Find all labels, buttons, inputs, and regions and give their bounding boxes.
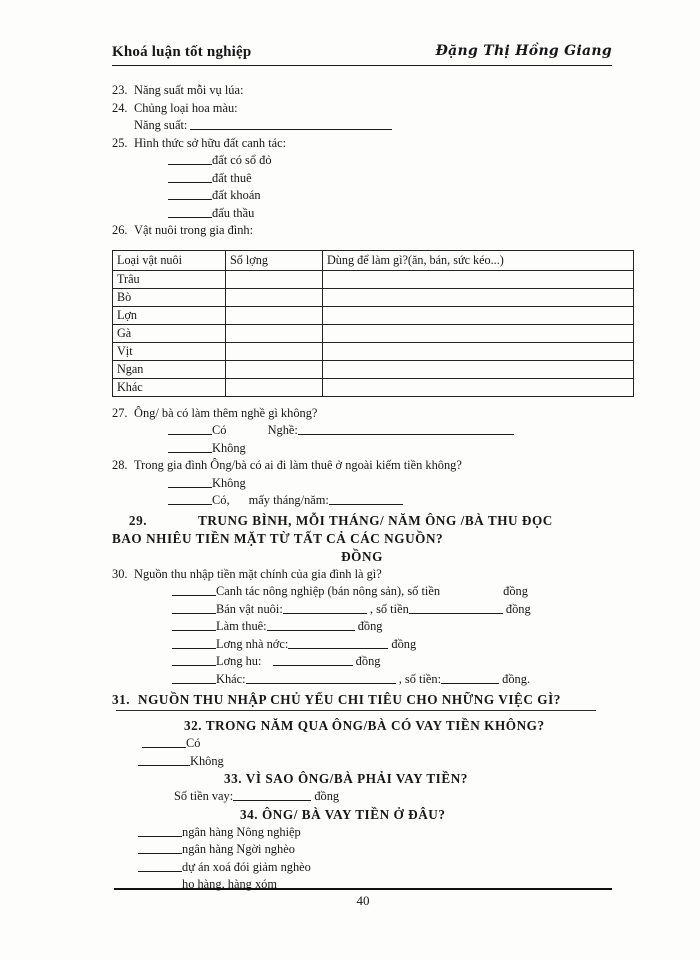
cell-quantity[interactable]	[226, 288, 323, 306]
row-label: Lơng hu:	[216, 654, 262, 668]
question-29-number: 29.	[128, 512, 148, 528]
checkbox-blank[interactable]	[172, 604, 216, 614]
question-25-option-1[interactable]	[112, 152, 612, 170]
row-unit: đồng	[503, 584, 528, 598]
cell-animal: Lợn	[113, 306, 226, 324]
question-24-blank[interactable]	[190, 120, 392, 130]
cell-quantity[interactable]	[226, 342, 323, 360]
option-label: Có,	[212, 493, 230, 507]
question-25-option-3[interactable]	[112, 187, 612, 205]
option-label: ngân hàng Ngời nghèo	[182, 842, 295, 856]
question-27-option-yes[interactable]	[112, 422, 612, 440]
question-34	[112, 806, 612, 824]
table-header-cell-purpose: Dùng để làm gì?(ăn, bán, sức kéo...)	[323, 250, 634, 270]
option-label: đất thuê	[212, 170, 252, 185]
question-25-option-2[interactable]	[112, 170, 612, 188]
question-31-text: NGUỒN THU NHẬP CHỦ YẾU CHI TIÊU CHO NHỮNG VIỆC GÌ?	[138, 692, 561, 707]
row-unit: đồng	[357, 619, 383, 633]
question-28-text: Trong gia đình Ông/bà có ai đi làm thuê ở ngoài kiếm tiền không?	[134, 458, 462, 472]
option-label: Không	[212, 475, 246, 490]
row-label: Bán vật nuôi:	[216, 601, 283, 616]
question-30	[112, 566, 612, 584]
checkbox-blank[interactable]	[138, 844, 182, 854]
row-blank-a[interactable]	[246, 674, 396, 684]
question-33-amount-field	[112, 788, 612, 806]
checkbox-blank[interactable]	[168, 478, 212, 488]
question-24-subfield	[112, 117, 612, 135]
checkbox-blank[interactable]	[138, 827, 182, 837]
option-label: đất khoán	[212, 188, 261, 202]
page-number: 40	[356, 893, 370, 908]
header-author-name: Đặng Thị Hồng Giang	[435, 43, 612, 59]
question-34-option-4[interactable]	[112, 876, 612, 894]
question-32-number: 32.	[184, 718, 203, 733]
question-29-line-2: BAO NHIÊU TIỀN MẶT TỪ TẤT CẢ CÁC NGUỒN?	[112, 530, 444, 546]
cell-animal: Vịt	[113, 342, 226, 360]
question-25	[112, 135, 612, 153]
document-body	[112, 82, 612, 894]
question-26-text: Vật nuôi trong gia đình:	[134, 223, 254, 237]
question-31-number: 31.	[112, 692, 131, 707]
option-label: ngân hàng Nông nghiệp	[182, 824, 301, 839]
question-27-blank[interactable]	[298, 425, 514, 435]
question-27-option-no[interactable]	[112, 440, 612, 458]
question-28-number: 28.	[112, 458, 128, 472]
table-header-row	[113, 250, 634, 270]
question-26	[112, 222, 612, 240]
checkbox-blank[interactable]	[168, 173, 212, 183]
question-23	[112, 82, 612, 100]
question-29-line-3-row	[112, 548, 612, 566]
row-blank-b[interactable]	[441, 674, 499, 684]
question-30-number: 30.	[112, 566, 128, 581]
question-30-row-2[interactable]	[112, 601, 612, 619]
row-label: Canh tác nông nghiệp (bán nông sản), số tiền	[216, 584, 441, 598]
checkbox-blank[interactable]	[142, 738, 186, 748]
checkbox-blank[interactable]	[172, 674, 216, 684]
question-30-row-3[interactable]	[112, 618, 612, 636]
question-25-option-4[interactable]	[112, 205, 612, 223]
question-34-text: ÔNG/ BÀ VAY TIỀN Ở ĐÂU?	[262, 806, 446, 822]
cell-animal: Gà	[113, 324, 226, 342]
checkbox-blank[interactable]	[168, 495, 212, 505]
question-24-number: 24.	[112, 100, 128, 115]
checkbox-blank[interactable]	[172, 656, 216, 666]
option-label: dự án xoá đói giảm nghèo	[182, 859, 311, 874]
cell-animal: Bò	[113, 288, 226, 306]
checkbox-blank[interactable]	[138, 756, 190, 766]
row-unit: đồng	[355, 654, 381, 668]
question-29-unit: ĐỒNG	[341, 548, 383, 564]
question-28-option-no[interactable]	[112, 475, 612, 493]
option-label: đấu thầu	[212, 205, 255, 220]
cell-purpose[interactable]	[323, 342, 634, 360]
question-33-unit: đồng	[314, 789, 340, 803]
table-row	[113, 342, 634, 360]
option-label: Có	[212, 423, 227, 437]
cell-purpose[interactable]	[323, 270, 634, 288]
cell-purpose[interactable]	[323, 288, 634, 306]
question-30-row-6[interactable]	[112, 671, 612, 689]
question-34-option-1[interactable]	[112, 824, 612, 842]
question-23-text: Năng suất mỗi vụ lúa:	[134, 83, 244, 97]
question-31	[112, 691, 612, 709]
table-header-cell-type: Loại vật nuôi	[113, 250, 226, 270]
question-24	[112, 100, 612, 118]
checkbox-blank[interactable]	[168, 208, 212, 218]
question-34-option-2[interactable]	[112, 841, 612, 859]
question-34-option-3[interactable]	[112, 859, 612, 877]
cell-purpose[interactable]	[323, 306, 634, 324]
table-row	[113, 306, 634, 324]
question-33-blank[interactable]	[233, 791, 311, 801]
cell-quantity[interactable]	[226, 270, 323, 288]
option-label: Không	[190, 753, 224, 768]
checkbox-blank[interactable]	[168, 155, 212, 165]
question-30-row-1[interactable]	[112, 583, 612, 601]
cell-quantity[interactable]	[226, 324, 323, 342]
table-header-cell-quantity: Số lợng	[226, 250, 323, 270]
checkbox-blank[interactable]	[168, 443, 212, 453]
question-31-answer-rule[interactable]	[116, 710, 596, 711]
table-row	[113, 324, 634, 342]
row-mid: , số tiền:	[398, 671, 442, 686]
checkbox-blank[interactable]	[172, 639, 216, 649]
cell-quantity[interactable]	[226, 360, 323, 378]
question-24-text: Chủng loại hoa màu:	[134, 100, 238, 115]
cell-animal: Trâu	[113, 270, 226, 288]
checkbox-blank[interactable]	[168, 190, 212, 200]
table-row	[113, 378, 634, 396]
option-label: họ hàng, hàng xóm	[182, 877, 277, 891]
header-rule	[112, 65, 612, 66]
question-28	[112, 457, 612, 475]
question-33-number: 33.	[224, 771, 243, 786]
question-33-field-label: Số tiền vay:	[174, 789, 234, 803]
cell-purpose[interactable]	[323, 360, 634, 378]
question-26-number: 26.	[112, 223, 128, 237]
livestock-table	[112, 250, 634, 397]
table-row	[113, 360, 634, 378]
question-33-text: VÌ SAO ÔNG/BÀ PHẢI VAY TIỀN?	[245, 771, 468, 786]
question-32-text: TRONG NĂM QUA ÔNG/BÀ CÓ VAY TIỀN KHÔNG?	[205, 718, 545, 733]
question-32	[112, 717, 612, 735]
row-label: Lơng nhà nớc:	[216, 636, 289, 651]
cell-quantity[interactable]	[226, 306, 323, 324]
question-27-text: Ông/ bà có làm thêm nghề gì không?	[134, 405, 318, 420]
checkbox-blank[interactable]	[168, 425, 212, 435]
checkbox-blank[interactable]	[172, 621, 216, 631]
question-27	[112, 405, 612, 423]
question-28-blank[interactable]	[329, 495, 403, 505]
row-blank-a[interactable]	[273, 656, 353, 666]
row-label: Làm thuê:	[216, 619, 267, 633]
header-title: Khoá luận tốt nghiệp	[112, 44, 252, 60]
question-27-number: 27.	[112, 405, 128, 420]
question-32-option-yes[interactable]	[112, 735, 612, 753]
row-mid: , số tiền	[369, 601, 409, 616]
row-blank-a[interactable]	[267, 621, 355, 631]
question-32-option-no[interactable]	[112, 753, 612, 771]
row-label: Khác:	[216, 671, 246, 686]
row-unit: đồng	[505, 601, 531, 616]
question-34-number: 34.	[240, 806, 259, 822]
row-blank-a[interactable]	[288, 639, 388, 649]
row-blank-a[interactable]	[283, 604, 367, 614]
row-unit: đồng.	[502, 671, 531, 686]
row-blank-b[interactable]	[409, 604, 503, 614]
question-33	[112, 770, 612, 788]
question-28-field-label: mấy tháng/năm:	[248, 493, 329, 507]
question-25-text: Hình thức sở hữu đất canh tác:	[134, 135, 287, 150]
option-label: Không	[212, 440, 246, 455]
option-label: đất có sổ đỏ	[212, 153, 272, 167]
table-row	[113, 288, 634, 306]
footer-rule	[114, 888, 612, 890]
question-28-option-yes[interactable]	[112, 492, 612, 510]
question-29-line-2-row	[112, 530, 612, 548]
cell-animal: Ngan	[113, 360, 226, 378]
question-29	[112, 512, 612, 530]
question-25-number: 25.	[112, 135, 128, 150]
cell-purpose[interactable]	[323, 378, 634, 396]
table-row	[113, 270, 634, 288]
question-24-sub-label: Năng suất:	[134, 118, 188, 132]
question-23-number: 23.	[112, 83, 128, 97]
cell-purpose[interactable]	[323, 324, 634, 342]
running-header	[112, 44, 612, 70]
question-27-field-label: Nghề:	[267, 423, 298, 437]
question-30-row-5[interactable]	[112, 653, 612, 671]
row-unit: đồng	[391, 636, 417, 651]
question-30-row-4[interactable]	[112, 636, 612, 654]
checkbox-blank[interactable]	[172, 586, 216, 596]
option-label: Có	[186, 736, 201, 750]
question-30-text: Nguồn thu nhập tiền mặt chính của gia đình là gì?	[134, 566, 382, 581]
cell-animal: Khác	[113, 378, 226, 396]
cell-quantity[interactable]	[226, 378, 323, 396]
checkbox-blank[interactable]	[138, 862, 182, 872]
question-29-line-1: TRUNG BÌNH, MỖI THÁNG/ NĂM ÔNG /BÀ THU ĐỌC	[198, 512, 553, 528]
